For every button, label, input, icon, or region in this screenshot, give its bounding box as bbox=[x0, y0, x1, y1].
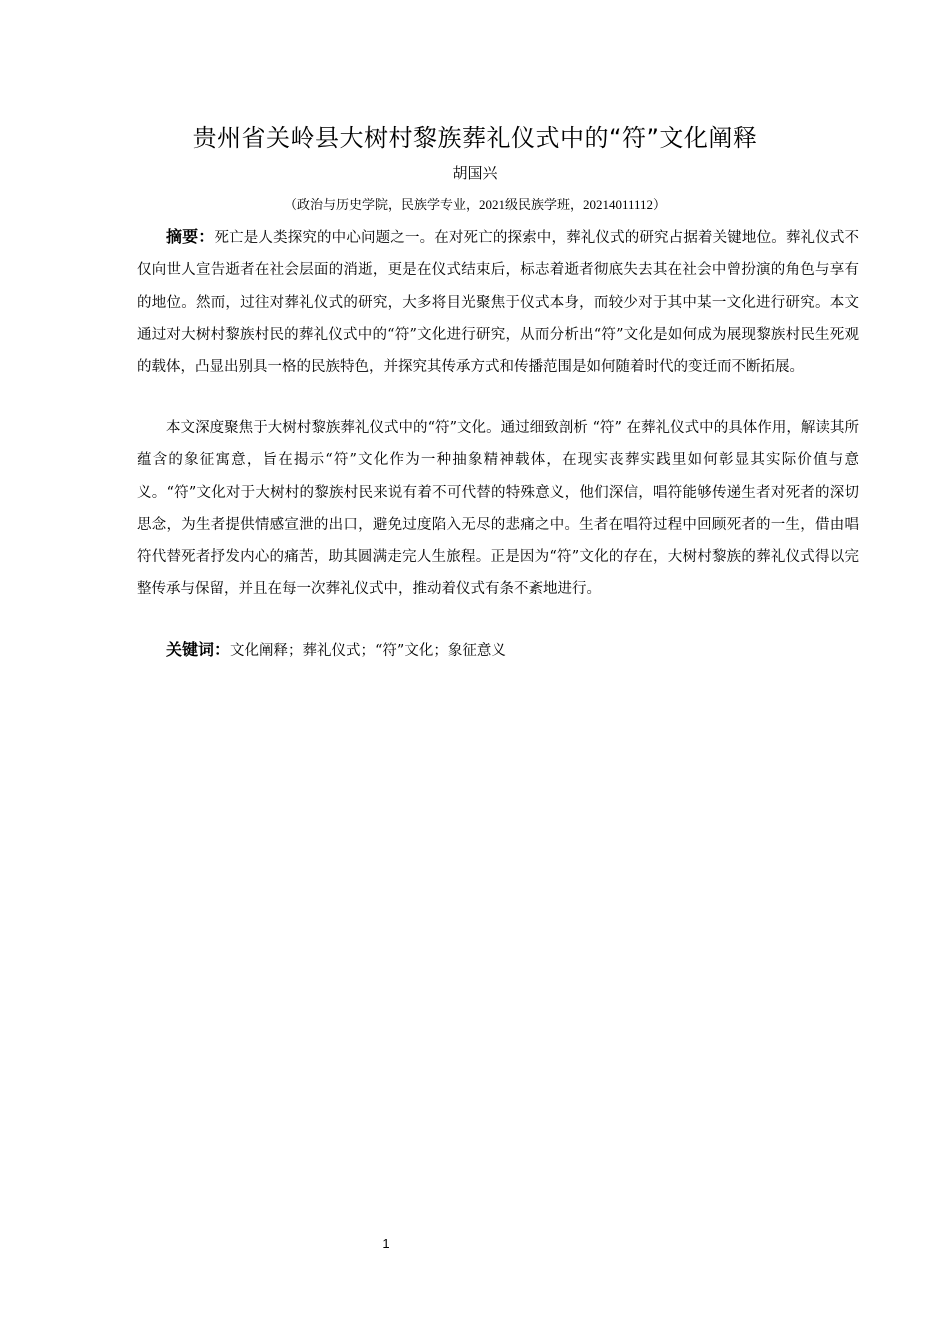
keywords-label: 关键词： bbox=[166, 640, 231, 659]
abstract-label: 摘要： bbox=[166, 227, 215, 246]
body-paragraph: 本文深度聚焦于大树村黎族葬礼仪式中的“符”文化。通过细致剖析 “符” 在葬礼仪式中的具体作用，解读其所蕴含的象征寓意，旨在揭示“符”文化作为一种抽象精神载体，在现实丧葬实践里如何彰显其实际价值与意义。“符”文化对于大树村的黎族村民来说有着不可代替的特殊意义，他们深信，唱符能够传递生者对死者的深切思念，为生者提供情感宣泄的出口，避免过度陷入无尽的悲痛之中。生者在唱符过程中回顾死者的一生，借由唱符代替死者抒发内心的痛苦，助其圆满走完人生旅程。正是因为“符”文化的存在，大树村黎族的葬礼仪式得以完整传承与保留，并且在每一次葬礼仪式中，推动着仪式有条不紊地进行。 bbox=[137, 420, 859, 598]
page-number: 1 bbox=[382, 1236, 390, 1251]
abstract-paragraph bbox=[137, 221, 859, 383]
keywords-text: 文化阐释；葬礼仪式；“符”文化；象征意义 bbox=[230, 643, 506, 659]
author-name: 胡国兴 bbox=[452, 164, 498, 182]
paper-title: 贵州省关岭县大树村黎族葬礼仪式中的“符”文化阐释 bbox=[192, 124, 758, 152]
author-affiliation: （政治与历史学院，民族学专业，2021级民族学班，20214011112） bbox=[283, 197, 667, 212]
abstract-text: 死亡是人类探究的中心问题之一。在对死亡的探索中，葬礼仪式的研究占据着关键地位。葬礼仪式不仅向世人宣告逝者在社会层面的消逝，更是在仪式结束后，标志着逝者彻底失去其在社会中曾扮演的角色与享有的地位。然而，过往对葬礼仪式的研究，大多将目光聚焦于仪式本身，而较少对于其中某一文化进行研究。本文通过对大树村黎族村民的葬礼仪式中的“符”文化进行研究，从而分析出“符”文化是如何成为展现黎族村民生死观的载体，凸显出别具一格的民族特色，并探究其传承方式和传播范围是如何随着时代的变迁而不断拓展。 bbox=[137, 230, 859, 376]
keywords-paragraph bbox=[137, 634, 859, 667]
